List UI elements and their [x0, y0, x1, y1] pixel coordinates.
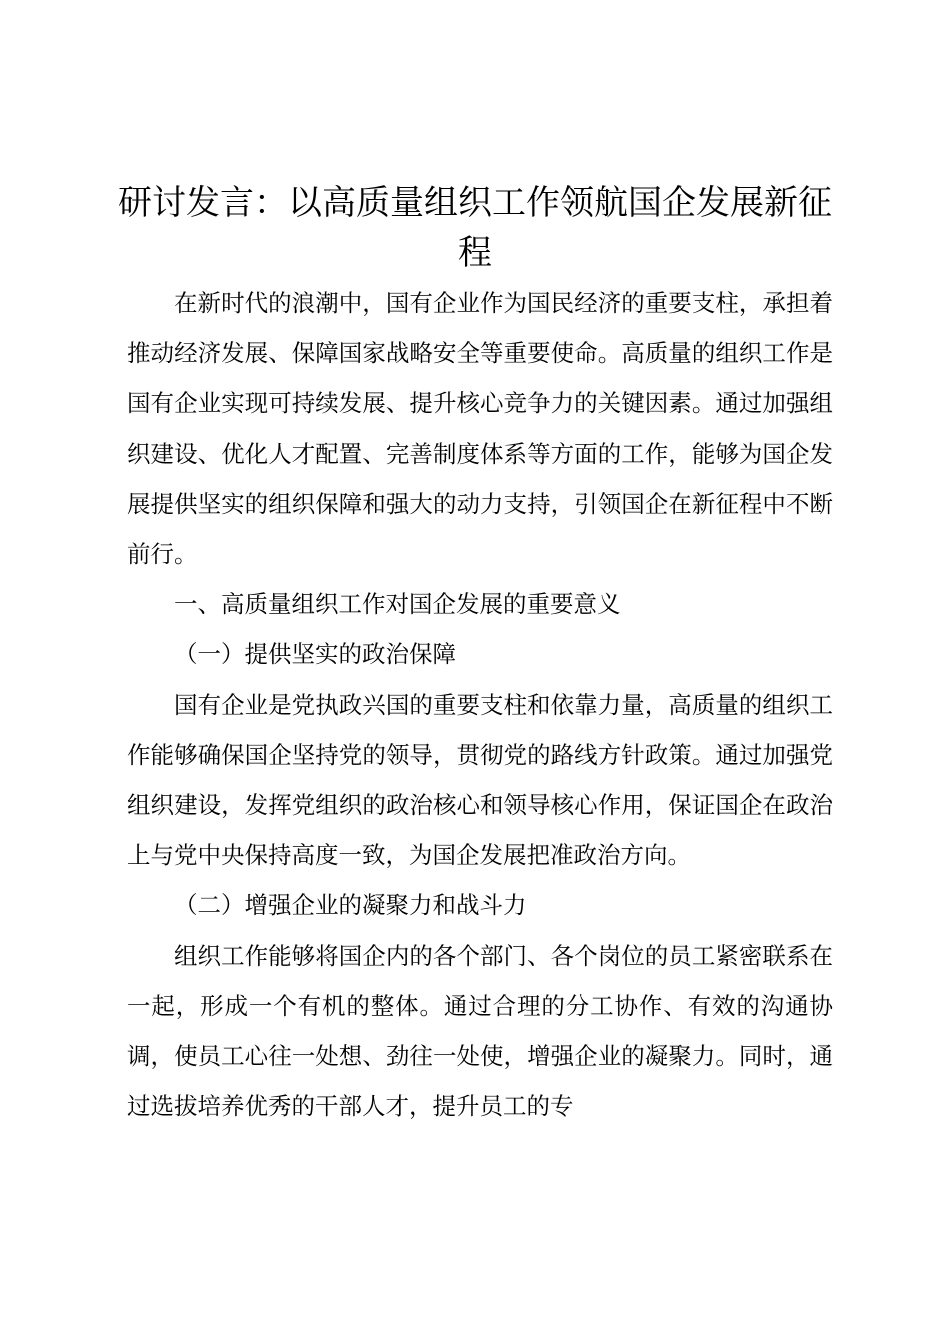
document-title: 研讨发言：以高质量组织工作领航国企发展新征程 — [118, 183, 832, 273]
section-heading-1: 一、高质量组织工作对国企发展的重要意义 — [174, 590, 621, 619]
subsection-heading-2: （二）增强企业的凝聚力和战斗力 — [174, 891, 527, 920]
body-paragraph-2: 组织工作能够将国企内的各个部门、各个岗位的员工紧密联系在一起，形成一个有机的整体。通过合理的分工协作、有效的沟通协调，使员工心往一处想、劲往一处使，增强企业的凝聚力。同时，通过选拔培养优秀的干部人才，提升员工的专 — [127, 941, 833, 1121]
body-paragraph-1: 国有企业是党执政兴国的重要支柱和依靠力量，高质量的组织工作能够确保国企坚持党的领导，贯彻党的路线方针政策。通过加强党组织建设，发挥党组织的政治核心和领导核心作用，保证国企在政治上与党中央保持高度一致，为国企发展把准政治方向。 — [127, 690, 833, 870]
document-body — [127, 278, 833, 1131]
intro-paragraph: 在新时代的浪潮中，国有企业作为国民经济的重要支柱，承担着推动经济发展、保障国家战略安全等重要使命。高质量的组织工作是国有企业实现可持续发展、提升核心竞争力的关键因素。通过加强组织建设、优化人才配置、完善制度体系等方面的工作，能够为国企发展提供坚实的组织保障和强大的动力支持，引领国企在新征程中不断前行。 — [127, 289, 833, 569]
subsection-heading-1: （一）提供坚实的政治保障 — [174, 640, 456, 669]
